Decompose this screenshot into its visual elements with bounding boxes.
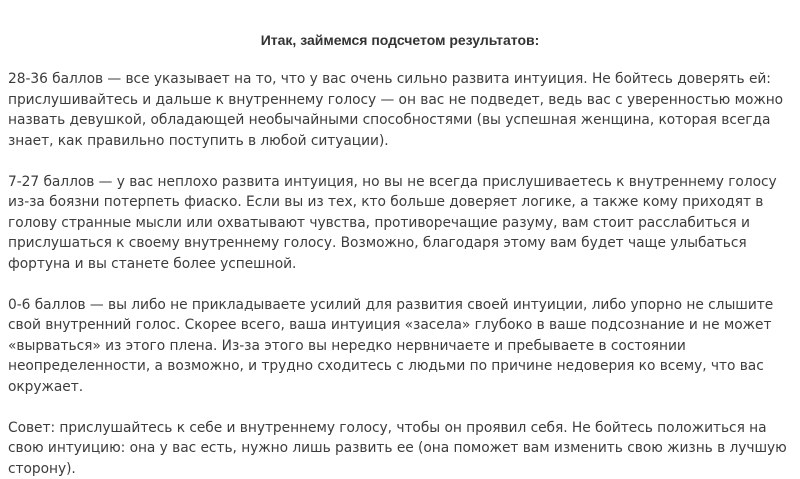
- result-low-paragraph: 0-6 баллов — вы либо не прикладываете усилий для развития своей интуиции, либо упорно не слышите свой внутренний голос. Скорее всего, ваша интуиция «засела» глубоко в ваше подсознание и не может «вырваться» из этого плена. Из-за этого вы нередко нервничаете и пребываете в состоянии неопределенности, а возможно, и трудно сходитесь с людьми по причине недоверия ко всему, что вас окружает.: [8, 295, 788, 398]
- document-body: [8, 69, 788, 479]
- result-high-paragraph: 28-36 баллов — все указывает на то, что у вас очень сильно развита интуиция. Не бойтесь доверять ей: прислушивайтесь и дальше к внутреннему голосу — он вас не подведет, ведь вас с уверенностью можно назвать девушкой, обладающей необычайными способностями (вы успешная женщина, которая всегда знает, как правильно поступить в любой ситуации).: [8, 69, 788, 151]
- advice-paragraph: Совет: прислушайтесь к себе и внутреннему голосу, чтобы он проявил себя. Не бойтесь положиться на свою интуицию: она у вас есть, нужно лишь развить ее (она поможет вам изменить свою жизнь в лучшую сторону).: [8, 418, 788, 479]
- document-title: Итак, займемся подсчетом результатов:: [0, 31, 800, 49]
- result-medium-paragraph: 7-27 баллов — у вас неплохо развита интуиция, но вы не всегда прислушиваетесь к внутреннему голосу из-за боязни потерпеть фиаско. Если вы из тех, кто больше доверяет логике, а также кому приходят в голову странные мысли или охватывают чувства, противоречащие разуму, вам стоит расслабиться и прислушаться к своему внутреннему голосу. Возможно, благодаря этому вам будет чаще улыбаться фортуна и вы станете более успешной.: [8, 172, 788, 275]
